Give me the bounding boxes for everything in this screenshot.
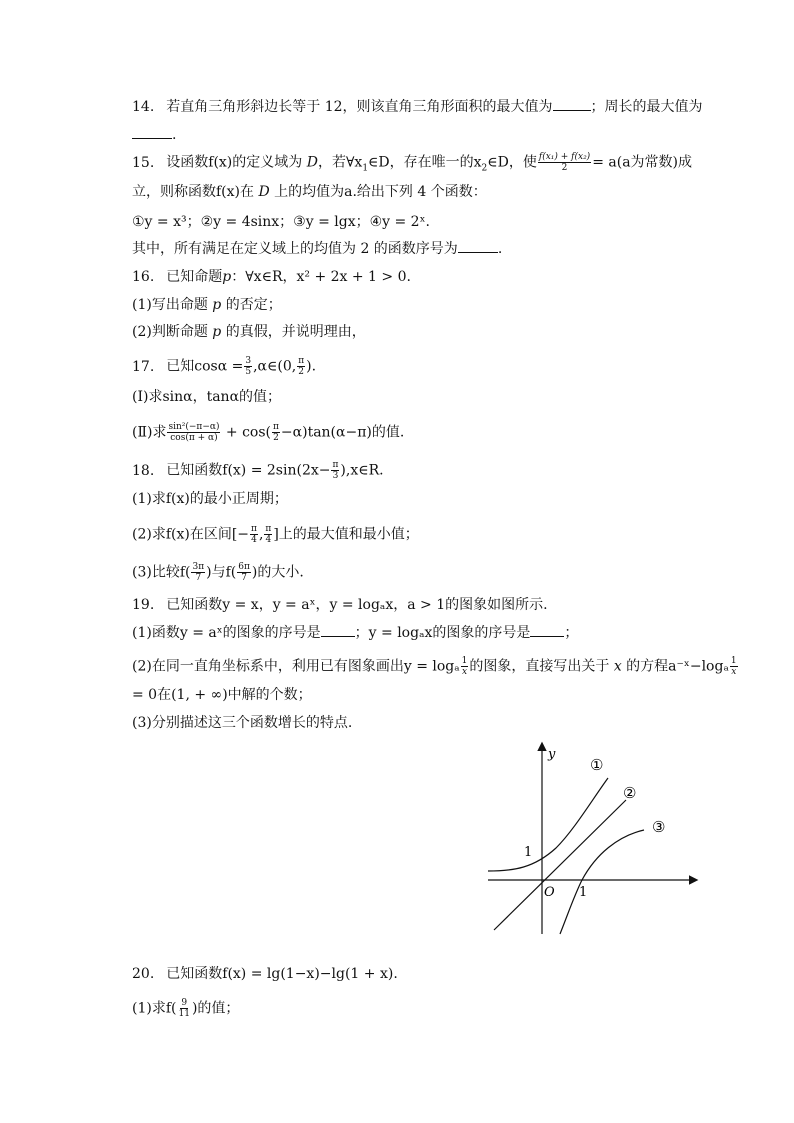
q19-var-x: x <box>613 658 622 675</box>
q16-p-2: p <box>212 297 222 313</box>
q19-text-2a: (1)函数y = aˣ的图象的序号是 <box>132 625 321 641</box>
q18-line1 <box>132 460 384 481</box>
q19-line4: = 0在(1, + ∞)中解的个数； <box>132 687 312 703</box>
q18-line3 <box>132 524 419 545</box>
q14-text-a: 若直角三角形斜边长等于 12，则该直角三角形面积的最大值为 <box>166 99 553 115</box>
q17-number: 17. <box>132 358 155 375</box>
q19-line3 <box>132 656 739 677</box>
q20-line1 <box>132 965 398 983</box>
q18-frac-1: $\frac{\pi}{3}$ <box>332 460 339 481</box>
q18-frac-2: $\frac{\pi}{4}$ <box>251 524 257 545</box>
x-intercept-label: 1 <box>579 885 588 900</box>
q19-frac-2: $\frac{1}{x}$ <box>730 656 737 677</box>
q19-line5: (3)分别描述这三个函数增长的特点. <box>132 715 353 731</box>
q16-p-3: p <box>212 324 222 340</box>
q15-domain-d: D <box>306 154 318 171</box>
q17-text-1a: 已知cosα = <box>166 358 244 375</box>
q18-text-1a: 已知函数f(x) = 2sin(2x− <box>166 462 331 479</box>
q18-text-3c: ]上的最大值和最小值； <box>273 526 419 543</box>
q18-text-1b: ),x∈R. <box>340 462 384 479</box>
q16-text-1b: ：∀x∈R，x² + 2x + 1 > 0. <box>231 269 411 285</box>
q17-text-3a: (Ⅱ)求 <box>132 424 167 441</box>
q15-mean-fraction: $\frac{\text{f(x₁) + f(x₂)}}{2}$ <box>538 152 591 173</box>
q20-frac: $\frac{9}{11}$ <box>178 998 190 1019</box>
q18-frac-3: $\frac{\pi}{4}$ <box>265 524 272 545</box>
q15-domain-d-2: D <box>258 184 270 200</box>
q18-number: 18. <box>132 462 155 479</box>
q19-text-3a: (2)在同一直角坐标系中，利用已有图象画出y = logₐ <box>132 658 460 675</box>
q19-number: 19. <box>132 597 155 613</box>
y-intercept-label: 1 <box>524 845 533 860</box>
q18-frac-4: $\frac{3\pi}{7}$ <box>192 562 205 583</box>
q20-text-2a: (1)求f( <box>132 1000 177 1017</box>
q17-frac-2: $\frac{\pi}{2}$ <box>298 356 305 377</box>
q17-text-3c: −α)tan(α−π)的值. <box>280 424 405 441</box>
q19-blank-1[interactable] <box>321 624 355 637</box>
q17-line2: (Ⅰ)求sinα，tanα的值； <box>132 389 282 405</box>
q14-blank-1[interactable] <box>553 98 591 111</box>
q14-line1 <box>132 98 703 116</box>
q17-frac-4: $\frac{\pi}{2}$ <box>273 422 279 443</box>
q14-number: 14. <box>132 99 155 115</box>
q19-text-2c: ； <box>564 625 579 641</box>
q17-frac-1: $\frac{3}{5}$ <box>245 356 252 377</box>
q18-text-3a: (2)求f(x)在区间[− <box>132 526 250 543</box>
q20-line2 <box>132 998 239 1019</box>
q14-blank-2[interactable] <box>132 126 172 139</box>
q19-blank-2[interactable] <box>530 624 564 637</box>
q18-text-4b: )与f( <box>206 564 237 581</box>
q15-text-1a: 设函数f(x)的定义域为 <box>166 154 307 171</box>
q15-text-1b: ，若∀x <box>317 154 363 171</box>
q19-frac-1: $\frac{1}{x}$ <box>461 656 468 677</box>
q18-text-3b: , <box>258 526 264 543</box>
q19-text-1: 已知函数y = x，y = aˣ，y = logₐx，a > 1的图象如图所示. <box>166 597 548 613</box>
q19-text-2b: ；y = logₐx的图象的序号是 <box>354 625 531 641</box>
q14-line2 <box>132 126 176 144</box>
curve-logarithm <box>560 830 644 934</box>
q15-text-1d: ∈D，使 <box>487 154 537 171</box>
q18-line4 <box>132 562 304 583</box>
q16-line3 <box>132 323 366 341</box>
q15-text-2b: 上的均值为a.给出下列 4 个函数： <box>269 184 487 200</box>
q17-frac-3: $\frac{\text{sin²(−π−α)}}{\cos(\pi + \alpha)}$ <box>168 422 220 443</box>
q15-text-1c: ∈D，存在唯一的x <box>368 154 482 171</box>
q19-text-3c: 的方程a⁻ˣ−logₐ <box>621 658 729 675</box>
q15-text-2a: 立，则称函数f(x)在 <box>132 184 259 200</box>
q14-end: . <box>172 127 177 143</box>
q19-text-3b: 的图象，直接写出关于 <box>469 658 614 675</box>
origin-label: O <box>544 885 555 900</box>
function-graph <box>484 738 704 938</box>
q16-text-1a: 已知命题 <box>166 269 223 285</box>
q17-text-1b: ,α∈(0, <box>253 358 297 375</box>
q16-text-2a: (1)写出命题 <box>132 297 213 313</box>
q16-text-3b: 的真假，并说明理由， <box>221 324 366 340</box>
q15-text-4: 其中，所有满足在定义域上的均值为 2 的函数序号为 <box>132 241 458 257</box>
q20-text-2b: )的值； <box>191 1000 240 1017</box>
q17-line1 <box>132 356 316 377</box>
q16-line2 <box>132 296 282 314</box>
q15-blank[interactable] <box>458 240 498 253</box>
q14-text-b: ；周长的最大值为 <box>590 99 703 115</box>
q17-line3 <box>132 422 404 443</box>
q18-text-4a: (3)比较f( <box>132 564 191 581</box>
q19-line1 <box>132 596 548 614</box>
q15-line2 <box>132 183 487 201</box>
q16-text-3a: (2)判断命题 <box>132 324 213 340</box>
q18-text-4c: )的大小. <box>251 564 304 581</box>
q16-p: p <box>222 269 232 285</box>
q16-line1 <box>132 268 411 286</box>
q15-number: 15. <box>132 154 155 171</box>
curve-1-label: ① <box>590 756 604 774</box>
q18-frac-5: $\frac{6\pi}{7}$ <box>238 562 250 583</box>
q17-text-3b: + cos( <box>221 424 271 441</box>
q19-line2 <box>132 624 578 642</box>
q15-text-1e: = a(a为常数)成 <box>592 154 693 171</box>
y-axis-label: y <box>548 747 556 762</box>
q15-end: . <box>497 241 503 257</box>
q17-text-1c: ). <box>306 358 317 375</box>
q15-line3: ①y = x³；②y = 4sinx；③y = lgx；④y = 2ˣ. <box>132 214 430 230</box>
q15-line4 <box>132 240 502 258</box>
line-identity <box>494 800 626 930</box>
q20-text-1: 已知函数f(x) = lg(1−x)−lg(1 + x). <box>166 966 398 982</box>
q15-line1: 15. 设函数f(x)的定义域为 D，若$\forall x_1\in D$，存在唯一的$x_2\in D$，使 $\frac{\text{f(x₁) + f(x₂)}}{2}$ = a(a为常数)成 <box>132 152 693 174</box>
q16-number: 16. <box>132 269 155 285</box>
q16-text-2b: 的否定； <box>221 297 282 313</box>
curve-3-label: ③ <box>652 818 666 836</box>
curve-2-label: ② <box>623 784 637 802</box>
q18-line2: (1)求f(x)的最小正周期； <box>132 491 288 507</box>
q20-number: 20. <box>132 966 155 982</box>
curve-exponential <box>488 778 608 871</box>
